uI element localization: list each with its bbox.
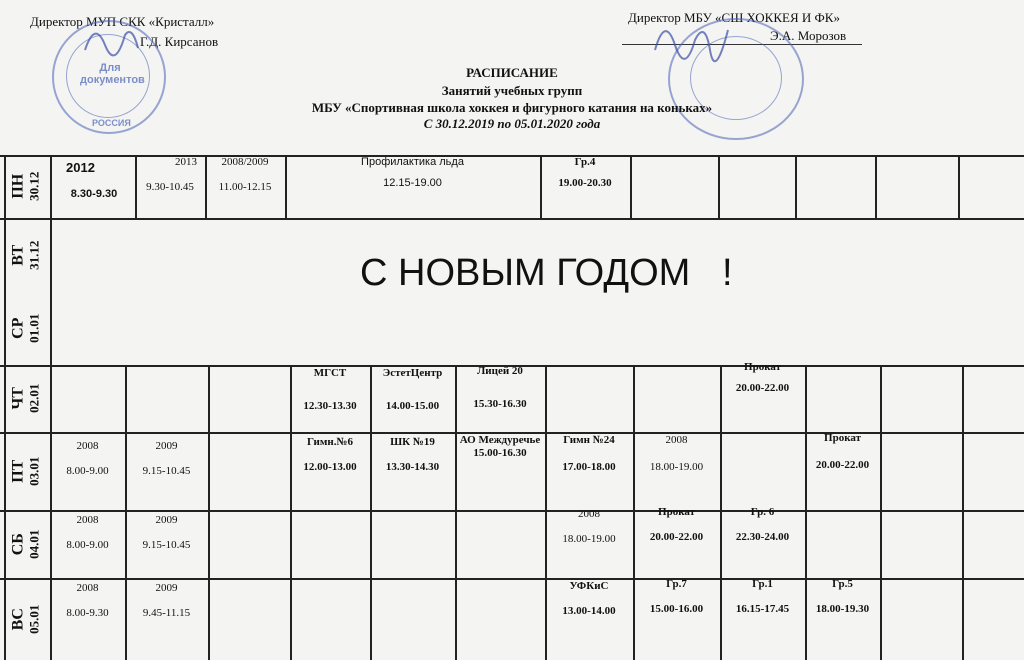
day-label-sat: СБ 04.01: [9, 529, 42, 559]
schedule-cell: 2008 8.00-9.30: [66, 582, 109, 620]
schedule-cell: Прокат 20.00-22.00: [735, 361, 790, 395]
right-signer-position: Директор МБУ «СШ ХОККЕЯ И ФК»: [628, 10, 840, 25]
schedule-cell: 2008 18.00-19.00: [562, 508, 616, 546]
left-stamp-text: Для документов: [80, 62, 145, 86]
schedule-cell: Гр.5 18.00-19.30: [815, 578, 870, 616]
schedule-cell: 2008 8.00-9.00: [66, 514, 109, 552]
day-label-fri: ПТ 03.01: [9, 456, 42, 486]
day-label-mon: ПН 30.12: [9, 171, 42, 202]
schedule-cell: Прокат 20.00-22.00: [815, 432, 870, 472]
schedule-cell: МГСТ 12.30-13.30: [303, 367, 357, 413]
schedule-cell: 2009 9.45-11.15: [142, 582, 191, 620]
schedule-cell: Гр.7 15.00-16.00: [649, 578, 704, 616]
schedule-cell: 2013 9.30-10.45: [146, 156, 197, 194]
schedule-cell: 2008 18.00-19.00: [649, 434, 704, 474]
schedule-cell: УФКиС 13.00-14.00: [562, 580, 616, 618]
schedule-cell: Гр.1 16.15-17.45: [735, 578, 790, 616]
schedule-title: РАСПИСАНИЕ: [466, 65, 558, 80]
schedule-cell: Гр. 6 22.30-24.00: [735, 506, 790, 544]
left-signature-scribble: [80, 20, 140, 60]
school-name: МБУ «Спортивная школа хоккея и фигурного катания на коньках»: [311, 100, 713, 115]
day-label-tue: ВТ 31.12: [9, 240, 42, 270]
schedule-cell: 2008 8.00-9.00: [66, 440, 109, 478]
schedule-period: С 30.12.2019 по 05.01.2020 года: [423, 116, 601, 131]
left-stamp-bottom-text: РОССИЯ: [92, 118, 131, 128]
schedule-cell: Гимн.№6 12.00-13.00: [303, 436, 357, 474]
schedule-cell: Профилактика льда 12.15-19.00: [361, 156, 464, 190]
schedule-cell: Гр.4 19.00-20.30: [558, 156, 612, 190]
day-label-wed: СР 01.01: [9, 313, 42, 344]
schedule-cell: Гимн №24 17.00-18.00: [562, 434, 616, 474]
schedule-cell: 2009 9.15-10.45: [142, 514, 191, 552]
left-signer-position: Директор МУП СКК «Кристалл»: [30, 14, 215, 29]
schedule-subtitle: Занятий учебных групп: [441, 83, 583, 98]
day-label-sun: ВС 05.01: [9, 604, 42, 634]
right-signature-scribble: [650, 10, 730, 70]
schedule-cell: 2008/2009 11.00-12.15: [218, 156, 272, 194]
new-year-greeting: С НОВЫМ ГОДОМ !: [360, 252, 733, 294]
schedule-cell: ЭстетЦентр 14.00-15.00: [382, 367, 443, 413]
schedule-cell: Прокат 20.00-22.00: [649, 506, 704, 544]
schedule-cell: 2012 8.30-9.30: [66, 160, 118, 200]
day-label-thu: ЧТ 02.01: [9, 383, 42, 414]
schedule-cell: ШК №19 13.30-14.30: [385, 436, 440, 474]
right-signer-name: Э.А. Морозов: [770, 28, 847, 43]
schedule-cell: Лицей 20 15.30-16.30: [473, 365, 527, 411]
schedule-cell: 2009 9.15-10.45: [142, 440, 191, 478]
schedule-cell: АО Междуречье 15.00-16.30: [459, 434, 541, 460]
left-signer-name: Г.Д. Кирсанов: [140, 34, 219, 49]
